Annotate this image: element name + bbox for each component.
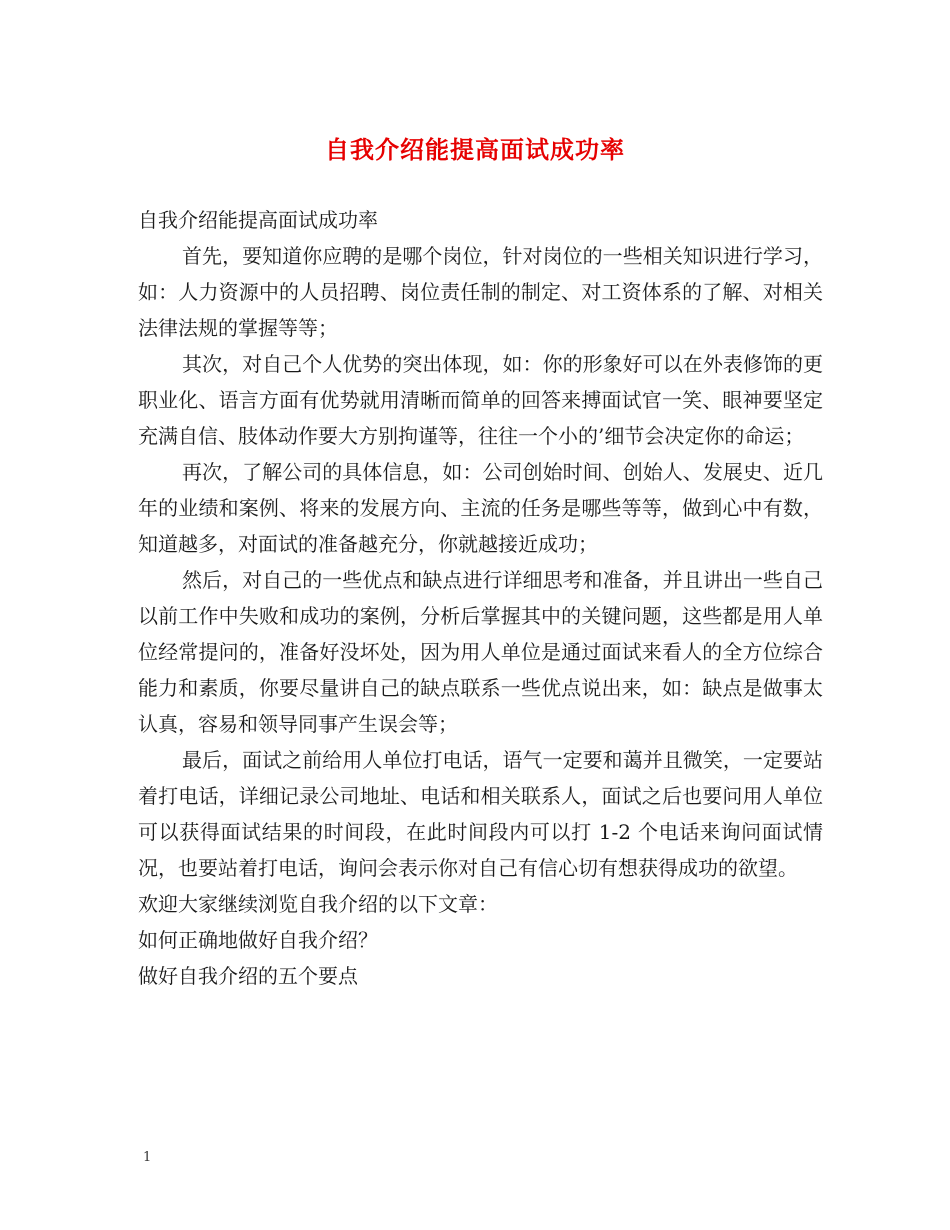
paragraph-fourth: 然后，对自己的一些优点和缺点进行详细思考和准备，并且讲出一些自己以前工作中失败和成功的案例，分析后掌握其中的关键问题，这些都是用人单位经常提问的，准备好没坏处，因为用人单位是通过面试来看人的全方位综合能力和素质，你要尽量讲自己的缺点联系一些优点说出来，如：缺点是做事太认真，容易和领导同事产生误会等；: [138, 568, 823, 736]
related-link-2[interactable]: 做好自我介绍的五个要点: [138, 964, 358, 988]
closing-text: 欢迎大家继续浏览自我介绍的以下文章：: [138, 892, 498, 916]
paragraph-first: 首先，要知道你应聘的是哪个岗位，针对岗位的一些相关知识进行学习，如：人力资源中的人员招聘、岗位责任制的制定、对工资体系的了解、对相关法律法规的掌握等等；: [138, 244, 823, 340]
document-body: [138, 202, 823, 994]
page-number: 1: [143, 1150, 152, 1165]
document-subtitle: 自我介绍能提高面试成功率: [138, 208, 378, 232]
paragraph-third: 再次，了解公司的具体信息，如：公司创始时间、创始人、发展史、近几年的业绩和案例、将来的发展方向、主流的任务是哪些等等，做到心中有数，知道越多，对面试的准备越充分，你就越接近成功；: [138, 460, 823, 556]
related-link-1[interactable]: 如何正确地做好自我介绍？: [138, 928, 378, 952]
paragraph-second: 其次，对自己个人优势的突出体现，如：你的形象好可以在外表修饰的更职业化、语言方面有优势就用清晰而简单的回答来搏面试官一笑、眼神要坚定充满自信、肢体动作要大方别拘谨等，往往一个小的’细节会决定你的命运；: [138, 352, 823, 448]
paragraph-fifth: 最后，面试之前给用人单位打电话，语气一定要和蔼并且微笑，一定要站着打电话，详细记录公司地址、电话和相关联系人，面试之后也要问用人单位可以获得面试结果的时间段，在此时间段内可以打 1-2 个电话来询问面试情况，也要站着打电话，询问会表示你对自己有信心切有想获得成功的欲望。: [138, 748, 823, 880]
document-title: 自我介绍能提高面试成功率: [325, 135, 625, 164]
